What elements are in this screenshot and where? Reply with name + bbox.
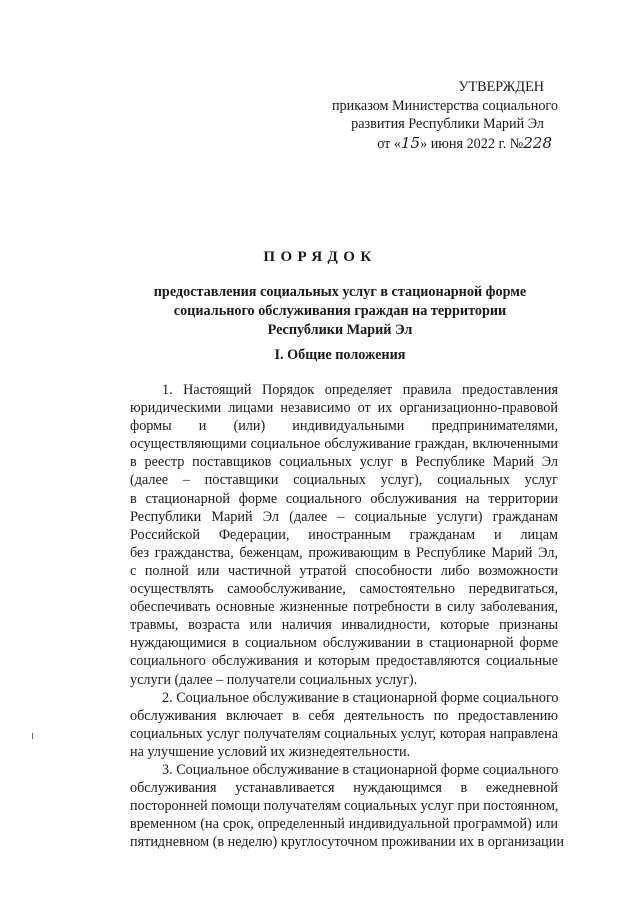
subtitle-line-1: предоставления социальных услуг в стационарной форме — [153, 284, 527, 300]
body-line: 3. Социальное обслуживание в стационарной форме социального — [162, 761, 559, 778]
body-line: юридическими лицами независимо от их организационно-правовой — [130, 400, 558, 417]
body-line: временном (на срок, определенный индивидуальной программой) или — [130, 816, 558, 833]
body-line: услуги (далее – получатели социальных услуг). — [130, 671, 418, 688]
body-line: обслуживания устанавливается нуждающимся в ежедневной — [130, 780, 558, 797]
body-line: с полной или частичной утратой способности либо возможности — [130, 562, 558, 579]
body-line: на улучшение условий их жизнедеятельности. — [130, 743, 411, 760]
subtitle-line-2: социального обслуживания граждан на территории — [173, 303, 507, 319]
body-line: посторонней помощи получателям социальных услуг при постоянном, — [130, 798, 559, 815]
body-line: Республики Марий Эл (далее – социальные услуги) гражданам — [130, 508, 558, 525]
approval-order-number: 228 — [523, 133, 552, 152]
body-line: нуждающимися в социальном обслуживании в стационарной форме — [130, 635, 558, 652]
approval-date-middle: » июня 2022 г. № — [420, 135, 524, 152]
body-line: 1. Настоящий Порядок определяет правила предоставления — [162, 382, 558, 398]
document-subtitle — [130, 283, 550, 340]
body-line: в реестр поставщиков социальных услуг в Республике Марий Эл — [130, 454, 558, 471]
body-line: травмы, возраста или наличия инвалидности, которые признаны — [130, 617, 558, 634]
approval-date-day: 15 — [400, 133, 421, 152]
body-line: без гражданства, беженцам, проживающим в Республике Марий Эл, — [130, 544, 558, 561]
body-line: формы и (или) индивидуальными предпринимателями, — [130, 418, 558, 435]
approval-line-1: приказом Министерства социального — [331, 97, 558, 114]
approval-stamp-block — [332, 78, 558, 153]
scan-margin-mark — [32, 733, 33, 739]
body-line: социальных услуг получателям социальных услуг, которая направлена — [130, 725, 558, 742]
document-body — [130, 381, 564, 851]
body-line: обеспечивать основные жизненные потребности в силу заболевания, — [130, 599, 558, 616]
body-line: осуществлять самообслуживание, самостоятельно передвигаться, — [130, 581, 558, 598]
body-line: пятидневном (в неделю) круглосуточном проживании их в организации — [130, 834, 564, 851]
subtitle-line-3: Республики Марий Эл — [267, 322, 413, 338]
document-title: ПОРЯДОК — [263, 249, 377, 265]
section-heading: I. Общие положения — [274, 347, 406, 363]
approval-heading: УТВЕРЖДЕН — [458, 79, 544, 95]
body-line: (далее – поставщики социальных услуг), социальных услуг — [130, 472, 558, 489]
body-line: осуществляющими социальное обслуживание граждан, включенными — [130, 436, 558, 453]
body-line: Российской Федерации, иностранным гражданам и лицам — [130, 526, 558, 543]
body-line: в стационарной форме социального обслуживания на территории — [130, 490, 558, 507]
approval-date-prefix: от « — [377, 135, 401, 152]
approval-date-line — [332, 134, 558, 154]
body-line: социального обслуживания и которым предоставляются социальные — [130, 653, 558, 670]
body-line: обслуживания включает в себя деятельность по предоставлению — [130, 707, 558, 724]
body-line: 2. Социальное обслуживание в стационарной форме социального — [162, 689, 559, 706]
approval-line-2: развития Республики Марий Эл — [351, 116, 544, 132]
